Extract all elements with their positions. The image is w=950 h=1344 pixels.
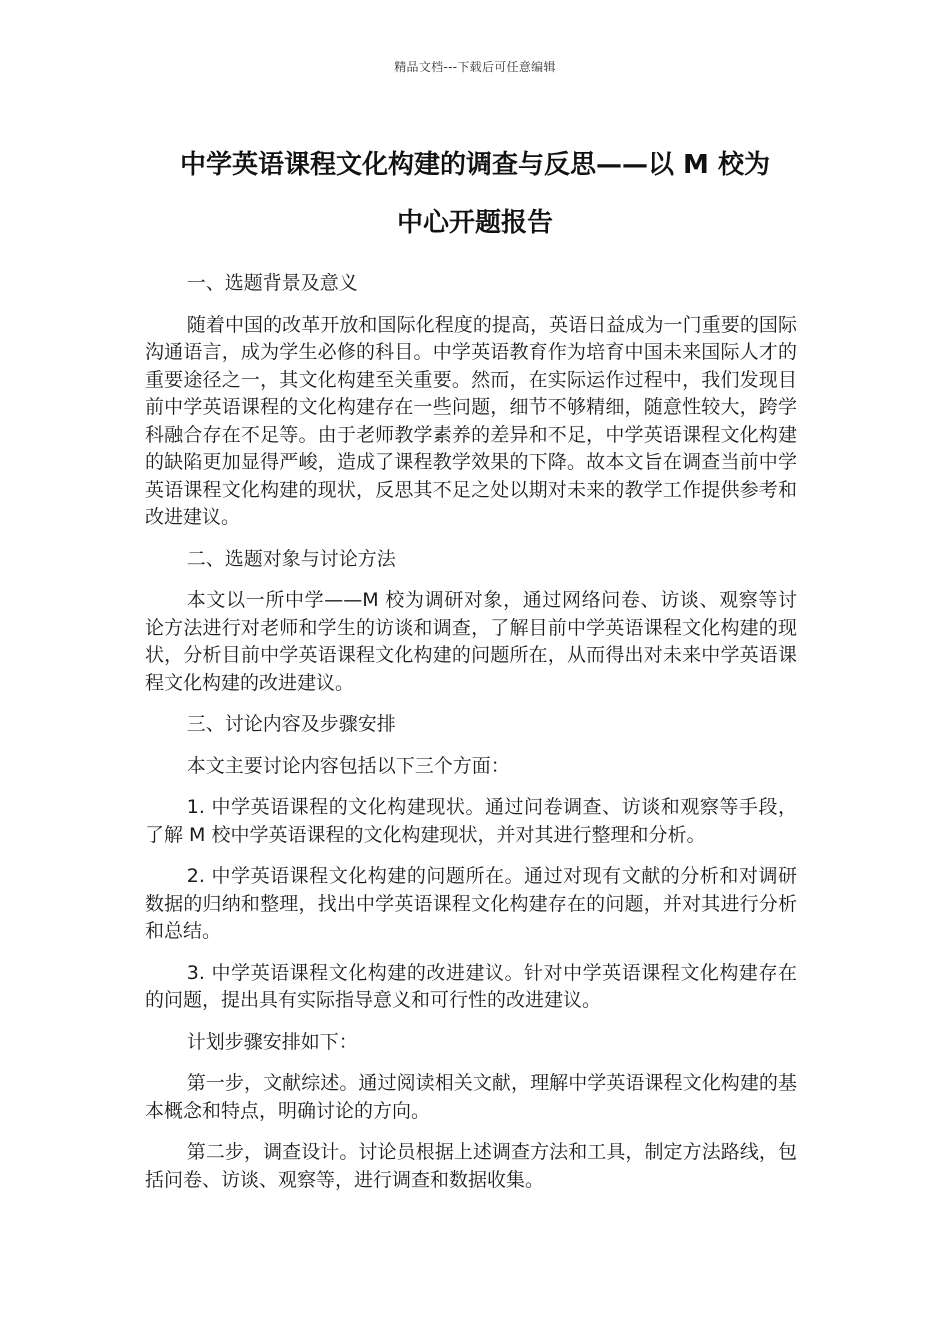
section-2-heading: 二、选题对象与讨论方法 <box>186 547 396 570</box>
section-3-heading: 三、讨论内容及步骤安排 <box>186 713 396 735</box>
section-2-paragraph: 本文以一所中学——M 校为调研对象，通过网络问卷、访谈、观察等讨论方法进行对老师和学生的访谈和调查，了解目前中学英语课程文化构建的现状，分析目前中学英语课程文化构建的问题所在，从而得出对未来中学英语课程文化构建的改进建议。 <box>145 589 797 694</box>
section-1-paragraph: 随着中国的改革开放和国际化程度的提高，英语日益成为一门重要的国际沟通语言，成为学生必修的科目。中学英语教育作为培育中国未来国际人才的重要途径之一，其文化构建至关重要。然而，在实际运作过程中，我们发现目前中学英语课程的文化构建存在一些问题，细节不够精细，随意性较大，跨学科融合存在不足等。由于老师教学素养的差异和不足，中学英语课程文化构建的缺陷更加显得严峻，造成了课程教学效果的下降。故本文旨在调查当前中学英语课程文化构建的现状，反思其不足之处以期对未来的教学工作提供参考和改进建议。 <box>145 313 797 528</box>
plan-step-2: 第二步，调查设计。讨论员根据上述调查方法和工具，制定方法路线，包括问卷、访谈、观察等，进行调查和数据收集。 <box>145 1141 797 1191</box>
content-item-2: 2. 中学英语课程文化构建的问题所在。通过对现有文献的分析和对调研数据的归纳和整理，找出中学英语课程文化构建存在的问题，并对其进行分析和总结。 <box>145 865 797 942</box>
section-1-heading: 一、选题背景及意义 <box>186 272 358 294</box>
title-line-2: 中心开题报告 <box>396 208 553 238</box>
document-body <box>145 270 797 1208</box>
section-3-intro: 本文主要讨论内容包括以下三个方面： <box>186 754 510 777</box>
content-item-1: 1. 中学英语课程的文化构建现状。通过问卷调查、访谈和观察等手段，了解 M 校中学英语课程的文化构建现状，并对其进行整理和分析。 <box>145 796 797 846</box>
header-watermark: 精品文档---下载后可任意编辑 <box>394 60 556 74</box>
document-title <box>140 136 810 252</box>
plan-intro: 计划步骤安排如下： <box>186 1030 358 1053</box>
title-line-1: 中学英语课程文化构建的调查与反思——以 M 校为 <box>180 150 770 180</box>
content-item-3: 3. 中学英语课程文化构建的改进建议。针对中学英语课程文化构建存在的问题，提出具有实际指导意义和可行性的改进建议。 <box>145 961 797 1011</box>
plan-step-1: 第一步，文献综述。通过阅读相关文献，理解中学英语课程文化构建的基本概念和特点，明确讨论的方向。 <box>145 1072 797 1122</box>
